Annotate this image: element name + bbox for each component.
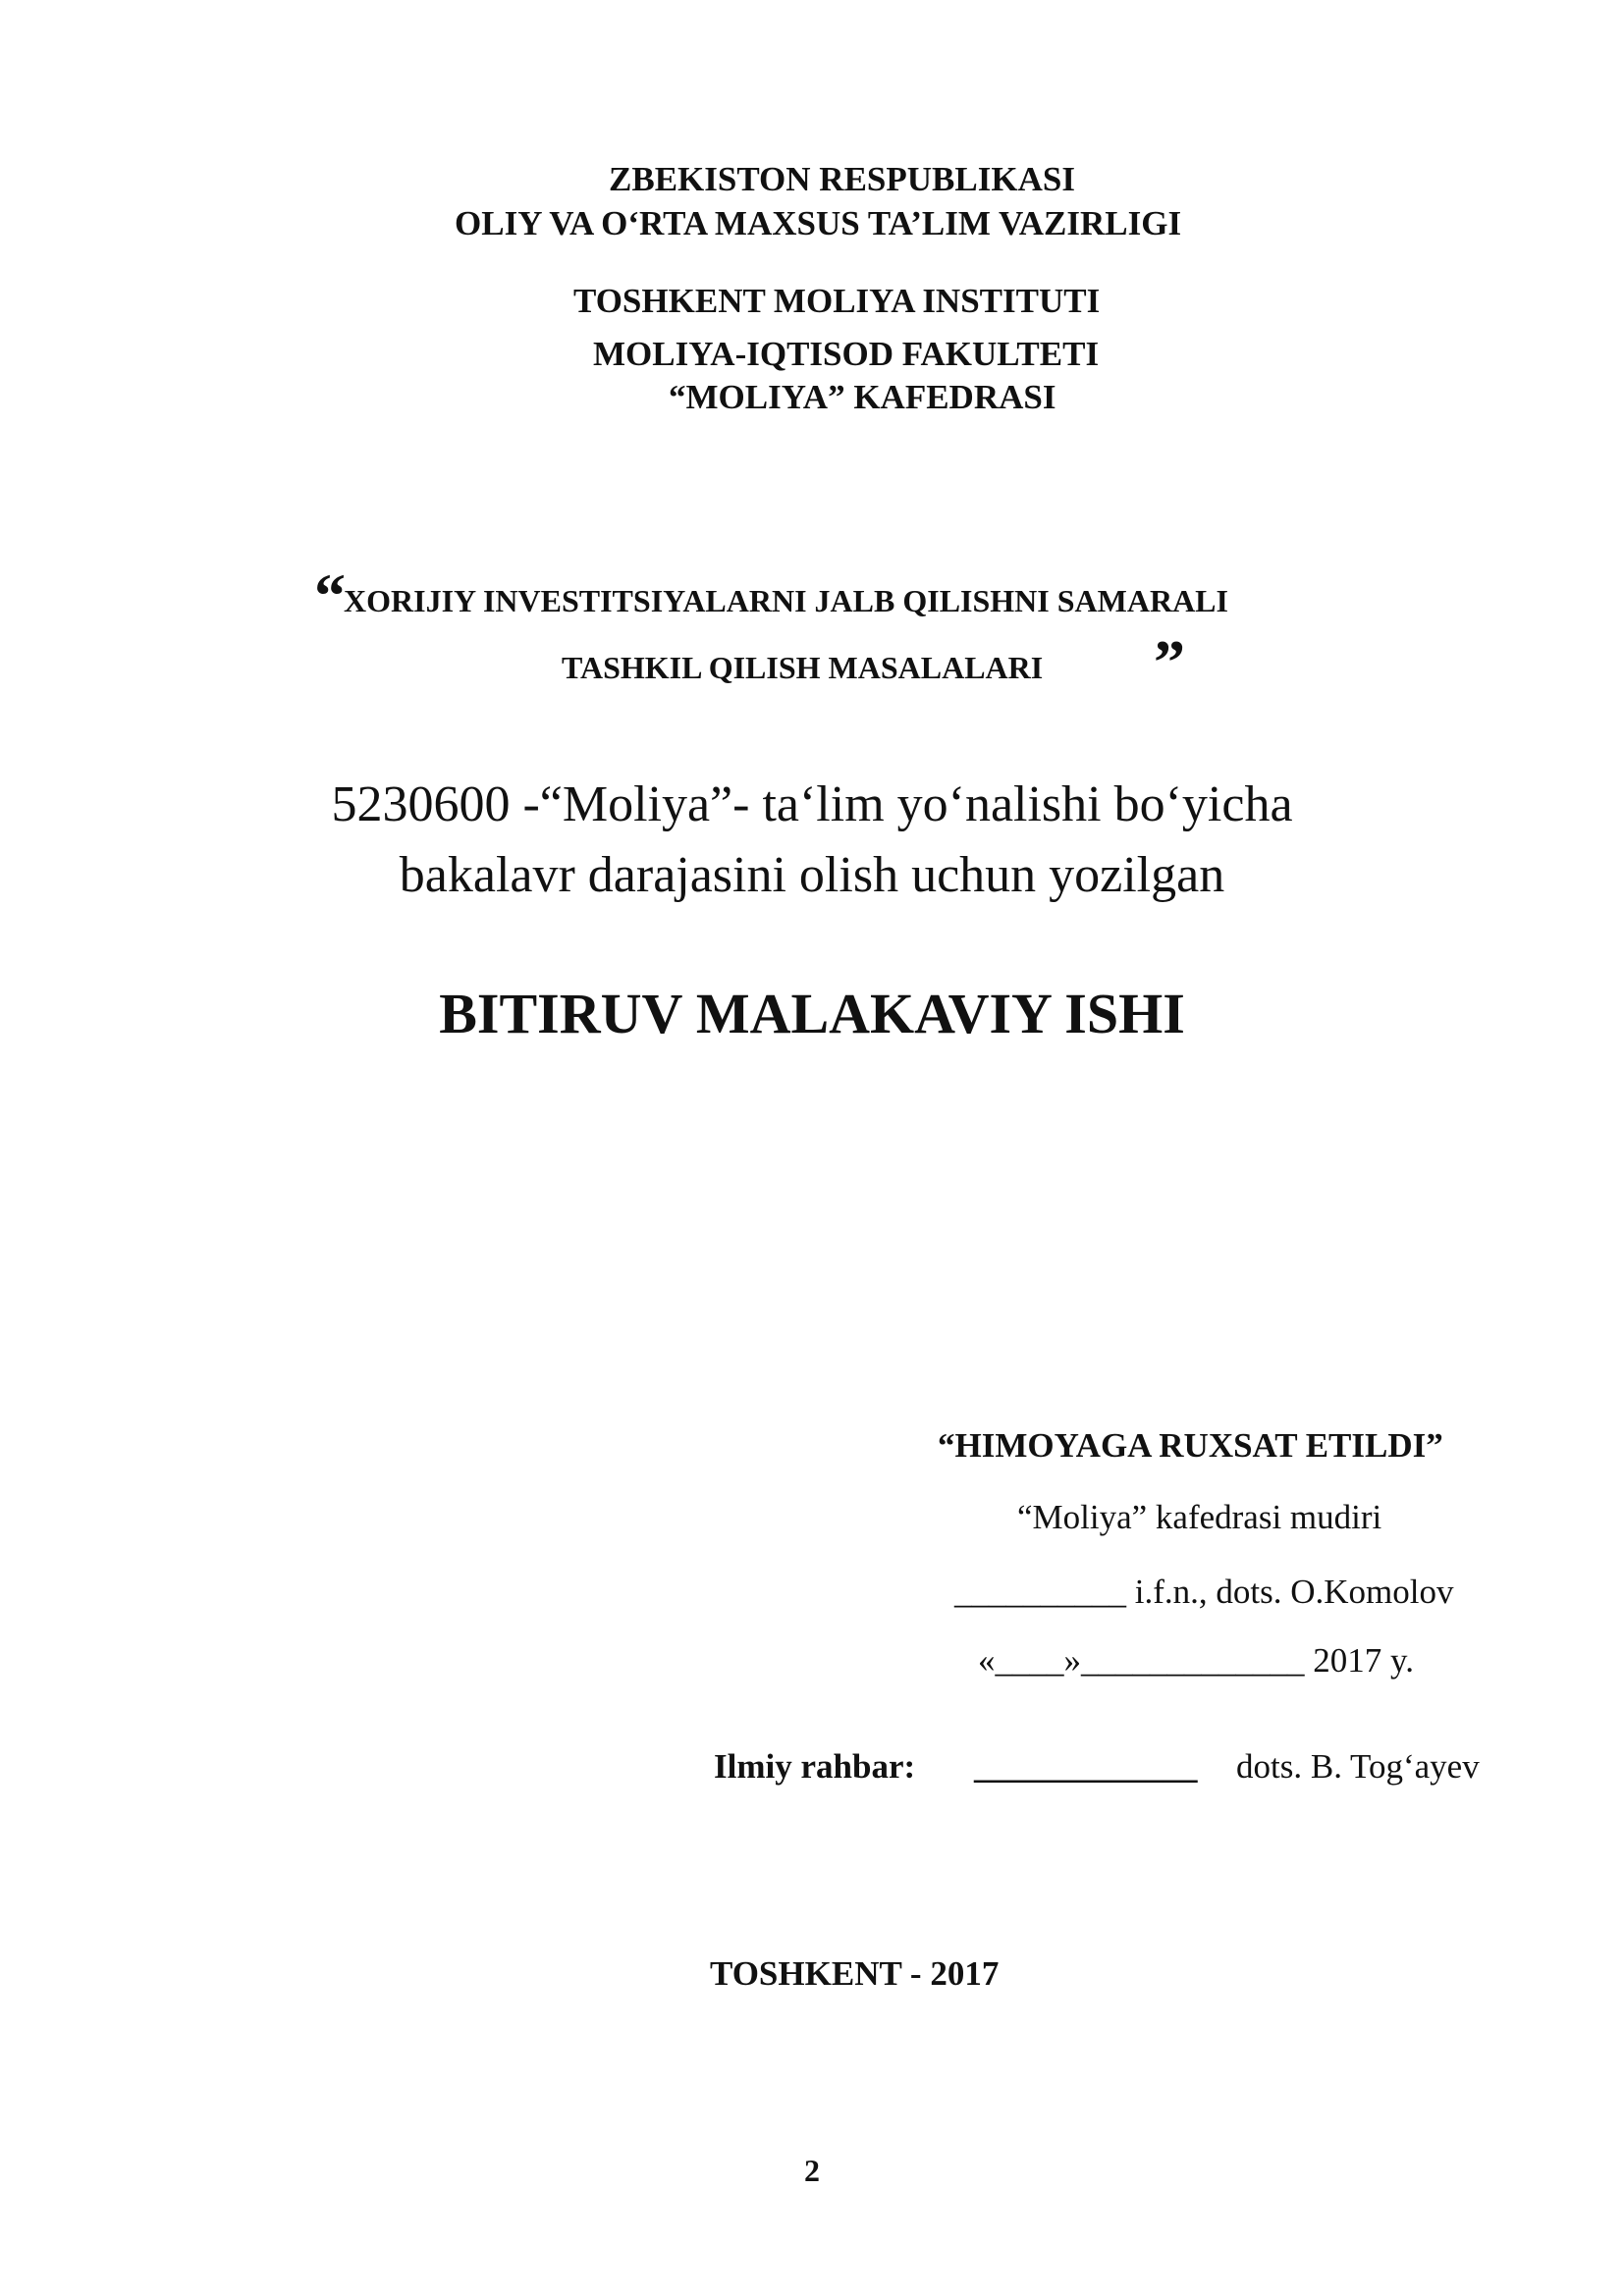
header-country: ZBEKISTON RESPUBLIKASI xyxy=(609,160,1075,198)
footer-city-year: TOSHKENT - 2017 xyxy=(710,1954,1000,1993)
header-institute: TOSHKENT MOLIYA INSTITUTI xyxy=(573,282,1101,320)
approval-date-line: «____»_____________ 2017 y. xyxy=(978,1641,1414,1680)
advisor-name: dots. B. Tog‘ayev xyxy=(1236,1747,1480,1786)
page-number: 2 xyxy=(804,2153,820,2188)
topic-line-1: XORIJIY INVESTITSIYALARNI JALB QILISHNI SAMARALI xyxy=(344,583,1228,618)
topic-line-2: TASHKIL QILISH MASALALARI xyxy=(562,650,1044,685)
main-title: BITIRUV MALAKAVIY ISHI xyxy=(439,982,1185,1045)
approval-heading: “HIMOYAGA RUXSAT ETILDI” xyxy=(938,1426,1443,1465)
header-faculty: MOLIYA-IQTISOD FAKULTETI xyxy=(593,335,1100,373)
approval-signature-line: __________ i.f.n., dots. O.Komolov xyxy=(954,1573,1454,1611)
advisor-label: Ilmiy rahbar: xyxy=(714,1747,916,1786)
subtitle-line-1: 5230600 -“Moliya”- ta‘lim yo‘nalishi bo‘yicha xyxy=(331,776,1293,832)
subtitle-line-2: bakalavr darajasini olish uchun yozilgan xyxy=(399,847,1225,903)
approval-position: “Moliya” kafedrasi mudiri xyxy=(1017,1498,1382,1536)
header-department: “MOLIYA” KAFEDRASI xyxy=(669,378,1056,416)
topic-open-quote: “ xyxy=(314,561,346,630)
header-ministry: OLIY VA O‘RTA MAXSUS TA’LIM VAZIRLIGI xyxy=(455,204,1182,242)
advisor-signature-blank: _____________ xyxy=(974,1747,1198,1786)
topic-close-quote: ” xyxy=(1154,627,1185,697)
